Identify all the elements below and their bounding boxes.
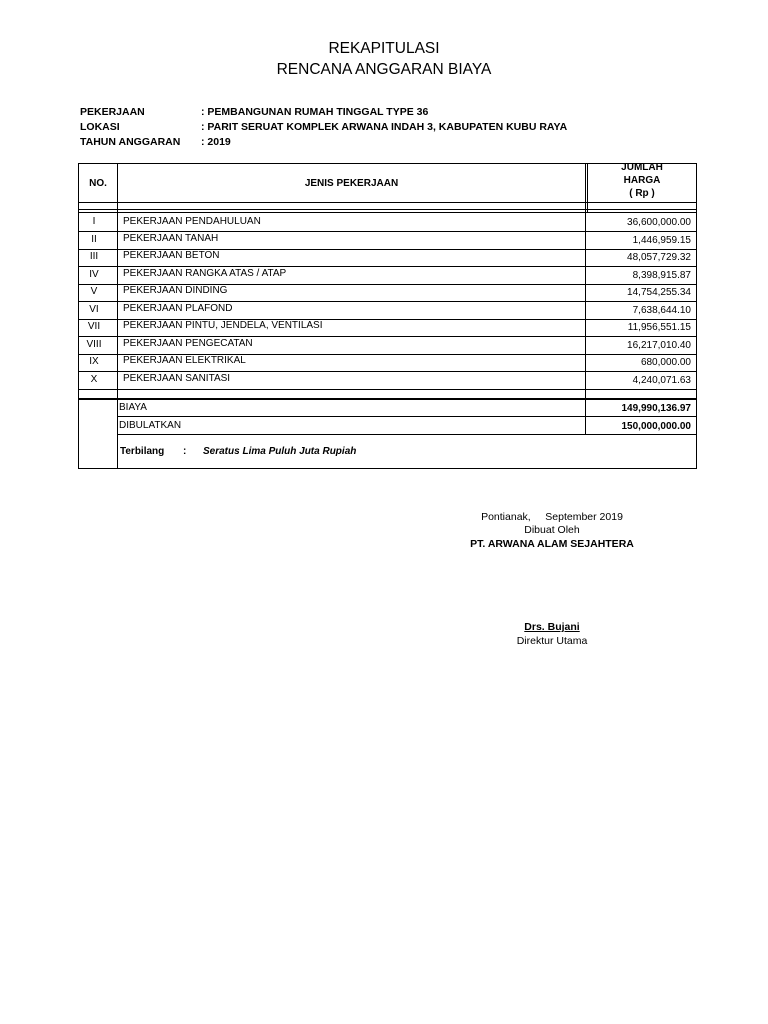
row-rule (79, 336, 696, 337)
row-no: VI (89, 304, 99, 315)
info-value: : 2019 (201, 136, 231, 148)
row-jenis: PEKERJAAN PENGECATAN (123, 338, 253, 349)
row-harga: 14,754,255.34 (627, 287, 691, 298)
row-jenis: PEKERJAAN ELEKTRIKAL (123, 355, 246, 366)
row-jenis: PEKERJAAN RANGKA ATAS / ATAP (123, 268, 287, 279)
company-name: PT. ARWANA ALAM SEJAHTERA (470, 538, 634, 550)
row-no: III (89, 251, 99, 262)
row-jenis: PEKERJAAN BETON (123, 250, 220, 261)
row-harga: 680,000.00 (640, 357, 691, 368)
header-jumlah-line: JUMLAH (621, 162, 663, 173)
info-label: LOKASI (80, 121, 120, 133)
document-subtitle: RENCANA ANGGARAN BIAYA (276, 61, 492, 78)
info-label: TAHUN ANGGARAN (80, 136, 181, 148)
made-by: Dibuat Oleh (524, 524, 580, 536)
header-jumlah (588, 161, 696, 200)
row-rule (117, 434, 696, 435)
row-harga: 4,240,071.63 (632, 375, 691, 386)
col-divider (585, 164, 586, 434)
biaya-label: BIAYA (119, 402, 147, 413)
signatory-position: Direktur Utama (516, 635, 588, 647)
row-no: VII (87, 321, 101, 332)
document-title: REKAPITULASI (328, 40, 440, 57)
row-jenis: PEKERJAAN PLAFOND (123, 303, 233, 314)
row-rule (79, 301, 696, 302)
place-date: Pontianak, September 2019 (481, 511, 623, 523)
row-harga: 36,600,000.00 (627, 217, 691, 228)
row-jenis: PEKERJAAN SANITASI (123, 373, 231, 384)
row-no: IX (89, 356, 99, 367)
row-no: VIII (86, 339, 102, 350)
header-rule (79, 202, 696, 203)
header-no: NO. (89, 178, 107, 189)
terbilang-colon: : (183, 446, 187, 457)
row-jenis: PEKERJAAN PINTU, JENDELA, VENTILASI (123, 320, 323, 331)
row-rule (79, 371, 696, 372)
row-no: X (90, 374, 98, 385)
header-jenis-pekerjaan: JENIS PEKERJAAN (304, 178, 399, 189)
info-value: : PARIT SERUAT KOMPLEK ARWANA INDAH 3, KABUPATEN KUBU RAYA (201, 121, 568, 133)
row-harga: 11,956,551.15 (627, 322, 691, 333)
row-rule (117, 416, 696, 417)
row-rule (79, 231, 696, 232)
info-label: PEKERJAAN (80, 106, 145, 118)
row-jenis: PEKERJAAN PENDAHULUAN (123, 216, 261, 227)
row-jenis: PEKERJAAN DINDING (123, 285, 228, 296)
row-harga: 16,217,010.40 (627, 340, 691, 351)
row-harga: 48,057,729.32 (627, 252, 691, 263)
biaya-value: 149,990,136.97 (621, 403, 691, 414)
row-no: V (90, 286, 98, 297)
dibulatkan-value: 150,000,000.00 (621, 421, 691, 432)
header-jumlah-line: HARGA (623, 175, 661, 186)
header-jumlah-line: ( Rp ) (629, 188, 655, 199)
row-jenis: PEKERJAAN TANAH (123, 233, 219, 244)
header-rule (79, 209, 696, 210)
row-harga: 7,638,644.10 (632, 305, 691, 316)
row-no: IV (89, 269, 99, 280)
signatory-name: Drs. Bujani (524, 621, 580, 633)
header-rule (79, 212, 696, 213)
row-harga: 1,446,959.15 (632, 235, 691, 246)
terbilang-label: Terbilang (120, 446, 165, 457)
row-no: II (91, 234, 97, 245)
row-rule (79, 389, 696, 390)
budget-table (78, 163, 697, 469)
row-rule (79, 266, 696, 267)
row-no: I (92, 216, 96, 227)
row-harga: 8,398,915.87 (632, 270, 691, 281)
totals-rule (79, 398, 696, 400)
info-value: : PEMBANGUNAN RUMAH TINGGAL TYPE 36 (201, 106, 429, 118)
terbilang-value: Seratus Lima Puluh Juta Rupiah (203, 446, 357, 457)
dibulatkan-label: DIBULATKAN (119, 420, 182, 431)
